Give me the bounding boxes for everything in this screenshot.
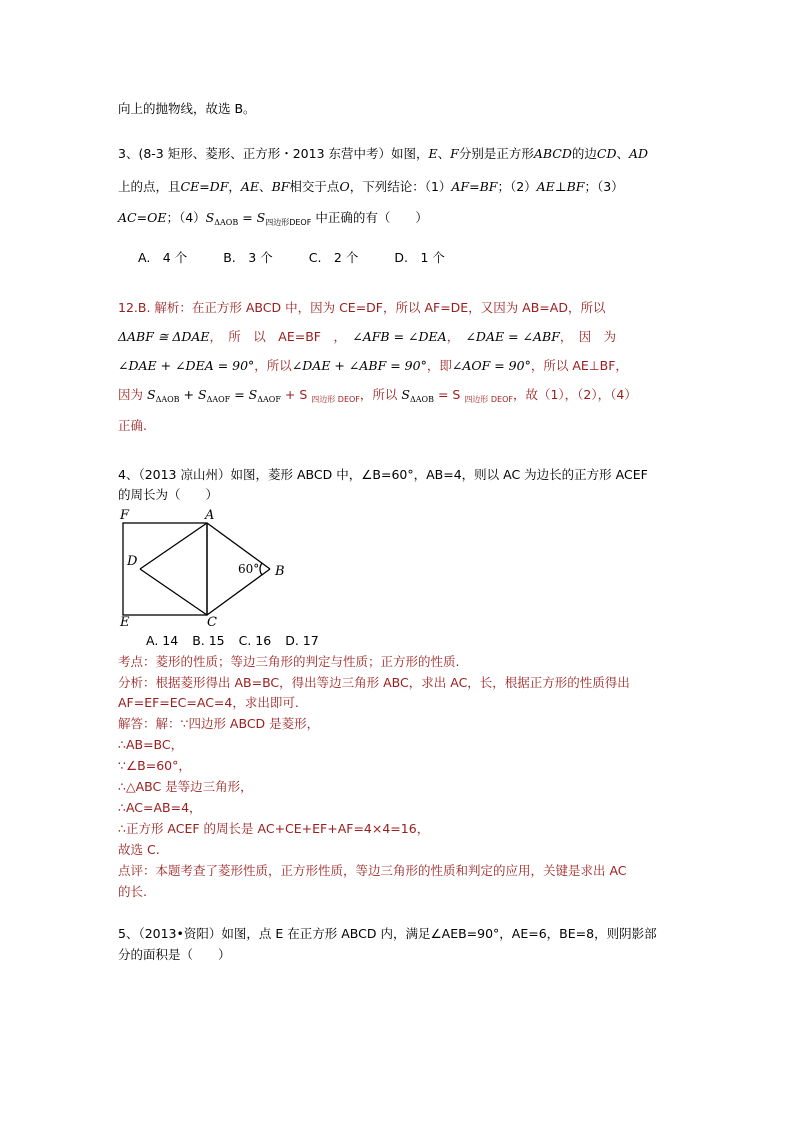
q3-line-3: AC=OE；$(4)S_{\Delta AOB} = S_{四边形DEOF}$ 中正确的有（ ） xyxy=(118,210,428,227)
side-dc xyxy=(140,569,207,615)
q4-kaodian: 考点：菱形的性质；等边三角形的判定与性质；正方形的性质. xyxy=(118,654,460,669)
q3-line-1: 3、(8-3 矩形、菱形、正方形・2013 东营中考）如图，E、F分别是正方形ABCD的边CD、AD xyxy=(118,146,649,161)
q4-dianping-2: 的长. xyxy=(118,884,147,899)
q4-line-1: 4、（2013 凉山州）如图，菱形 ABCD 中，∠B=60°，AB=4，则以 AC 为边长的正方形 ACEF xyxy=(118,467,648,482)
q3-option-c: C. 2 个 xyxy=(308,250,359,265)
q3-options xyxy=(138,249,481,267)
sol12-line-3: ∠DAE + ∠DEA = 90°，所以∠DAE + ∠ABF = 90°，即∠AOF = 90°，所以 AE⊥BF， xyxy=(118,358,628,373)
q5-line-2: 分的面积是（ ） xyxy=(118,947,231,962)
sol12-line-5: 正确. xyxy=(118,418,147,433)
q4-step-6: 故选 C. xyxy=(118,842,160,857)
q3-option-d: D. 1 个 xyxy=(394,250,445,265)
q4-option-b: B. 15 xyxy=(192,633,225,648)
q3-option-b: B. 3 个 xyxy=(223,250,273,265)
q4-fenxi-2: AF=EF=EC=AC=4，求出即可. xyxy=(118,695,299,710)
angle-arc-b xyxy=(260,563,262,575)
label-angle-60: 60° xyxy=(238,562,260,576)
q4-step-4: ∴AC=AB=4， xyxy=(118,800,202,815)
label-e: E xyxy=(120,615,130,630)
q4-line-2: 的周长为（ ） xyxy=(118,487,219,502)
q4-step-2: ∵∠B=60°， xyxy=(118,758,191,773)
prev-answer-line: 向上的抛物线，故选 B。 xyxy=(118,101,256,116)
q4-dianping-1: 点评：本题考查了菱形性质，正方形性质，等边三角形的性质和判定的应用，关键是求出 AC xyxy=(118,863,627,878)
rhombus-square-figure xyxy=(112,505,302,630)
q4-option-c: C. 16 xyxy=(238,633,272,648)
q4-option-a: A. 14 xyxy=(146,633,179,648)
label-c: C xyxy=(207,615,217,630)
q4-step-5: ∴正方形 ACEF 的周长是 AC+CE+EF+AF=4×4=16， xyxy=(118,821,430,836)
sol12-line-1: 12.B. 解析：在正方形 ABCD 中，因为 CE=DF，所以 AF=DE，又因为 AB=AD，所以 xyxy=(118,300,606,315)
q4-step-3: ∴△ABC 是等边三角形， xyxy=(118,779,253,794)
square-acef xyxy=(123,523,207,615)
sol12-line-2: ΔABF ≅ ΔDAE， 所 以 AE=BF ， ∠AFB = ∠DEA， ∠DAE = ∠ABF， 因 为 xyxy=(118,329,617,344)
q3-option-a: A. 4 个 xyxy=(138,250,188,265)
label-b: B xyxy=(275,564,285,579)
q4-options xyxy=(146,632,333,650)
q4-step-1: ∴AB=BC， xyxy=(118,737,184,752)
label-f: F xyxy=(120,508,130,523)
q4-jieda: 解答：解：∵四边形 ABCD 是菱形， xyxy=(118,716,320,731)
label-a: A xyxy=(205,508,215,523)
q5-line-1: 5、（2013•资阳）如图，点 E 在正方形 ABCD 内，满足∠AEB=90°，AE=6，BE=8，则阴影部 xyxy=(118,926,657,941)
q4-option-d: D. 17 xyxy=(285,633,319,648)
sol12-line-4: 因为 $S_{\Delta AOB} + S_{\Delta AOF} = S_{\Delta AOF} + S$ $_{四边形 DEOF}$，所以 $S_{\Delta AOB} = S$ $_{四边形 DEOF}$，故（1），（2），（4） xyxy=(118,387,637,404)
q3-line-2: 上的点，且CE=DF，AE、BF相交于点O，下列结论：（1）AF=BF；（2）AE⊥BF；（3） xyxy=(118,179,624,194)
q4-fenxi-1: 分析：根据菱形得出 AB=BC，得出等边三角形 ABC，求出 AC，长，根据正方形的性质得出 xyxy=(118,675,630,690)
label-d: D xyxy=(127,554,138,569)
side-ad xyxy=(140,523,207,569)
